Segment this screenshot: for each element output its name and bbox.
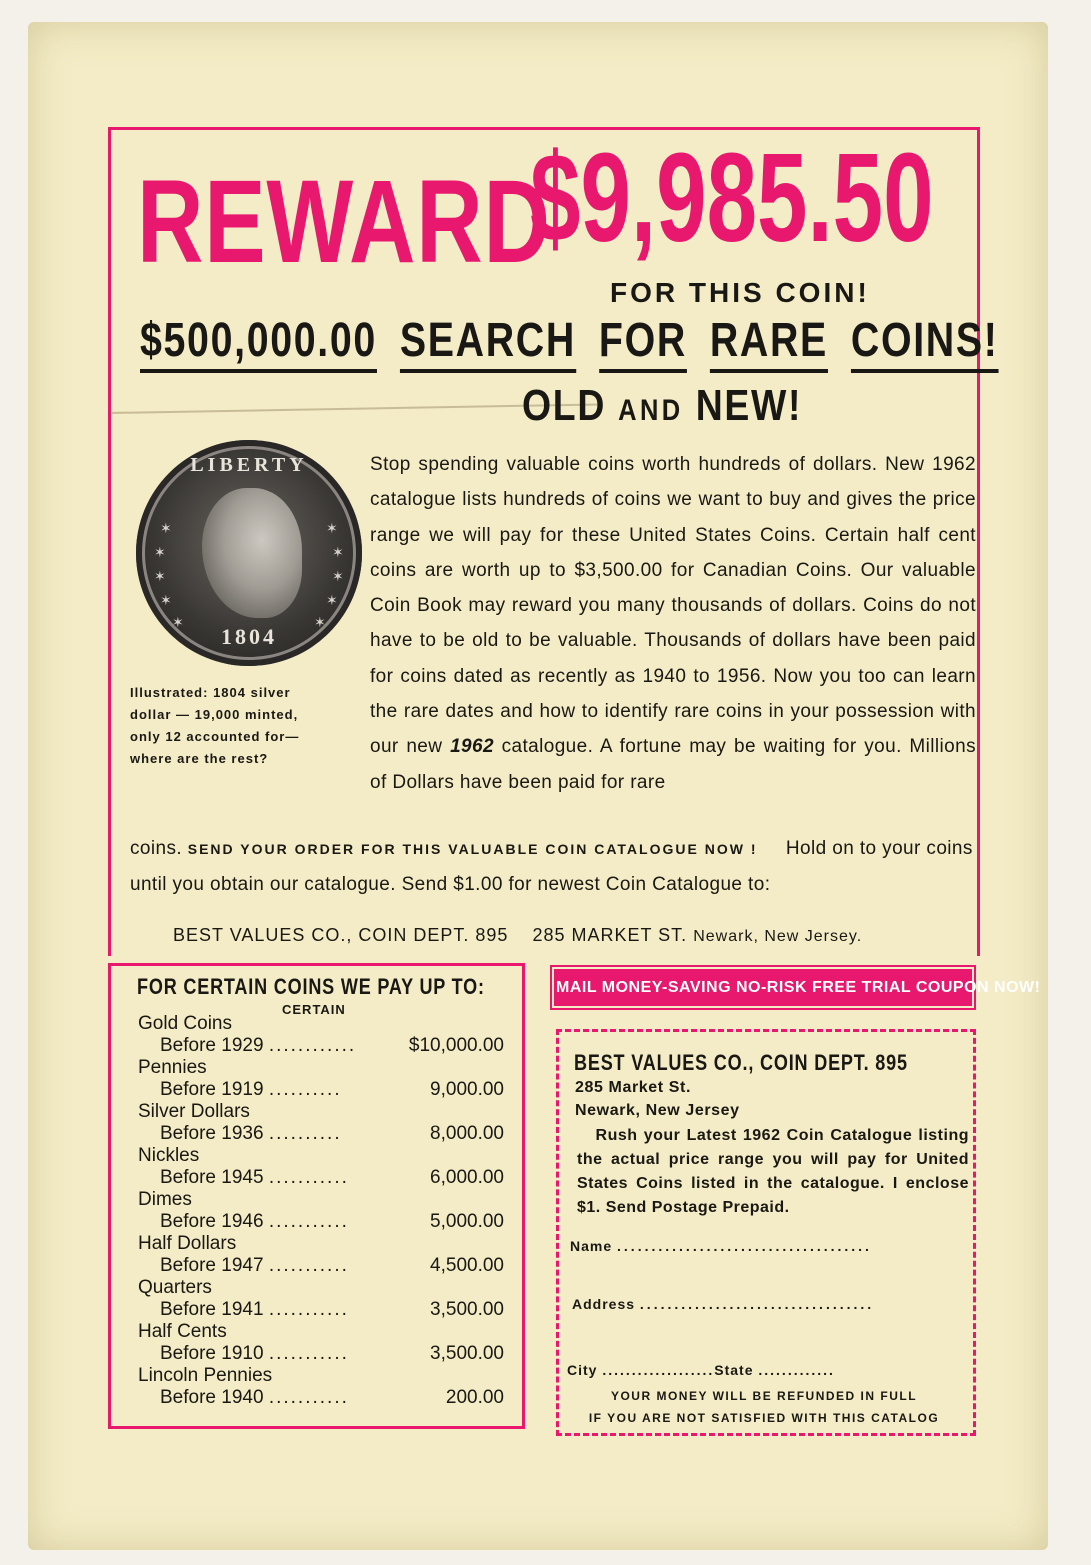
and-word: AND <box>618 394 684 427</box>
address-label: Address <box>572 1296 636 1312</box>
price-row <box>138 1255 508 1277</box>
price-leader: ........... <box>268 1343 349 1364</box>
coupon-body-text: Rush your Latest 1962 Coin Catalogue listing the actual price range you will pay for United States Coins listed in the catalogue. I enclose $1. Send Postage Prepaid. <box>577 1127 970 1216</box>
price-value: 200.00 <box>445 1387 504 1408</box>
hold-on-text: Hold on to your coins until you obtain our catalogue. Send $1.00 for newest Coin Catalogue to: <box>130 838 973 895</box>
price-category: Nickles <box>138 1145 200 1166</box>
silver-dollar-coin-icon <box>136 440 362 666</box>
price-value: 3,500.00 <box>430 1299 504 1320</box>
price-before: Before 1929 <box>160 1035 264 1056</box>
mailing-address-line <box>173 925 862 946</box>
address-city: Newark, New Jersey. <box>693 928 863 945</box>
star-icon: ✶ <box>332 544 344 560</box>
price-row <box>138 1035 508 1057</box>
name-label: Name <box>570 1238 613 1254</box>
send-order-caps: SEND YOUR ORDER FOR THIS VALUABLE COIN CATALOGUE NOW ! <box>187 841 758 857</box>
coin-legend: LIBERTY <box>190 454 308 476</box>
star-icon: ✶ <box>326 592 338 608</box>
coupon-street: 285 Market St. <box>575 1079 692 1096</box>
price-before: Before 1941 <box>160 1299 264 1320</box>
price-value: 5,000.00 <box>430 1211 504 1232</box>
certain-label: CERTAIN <box>282 1002 346 1017</box>
coupon-city: Newark, New Jersey <box>575 1102 740 1119</box>
old-and-new <box>522 381 802 431</box>
price-value: 4,500.00 <box>430 1255 504 1276</box>
address-field[interactable]: Address .................................. <box>572 1296 875 1312</box>
coin-caption: Illustrated: 1804 silver dollar — 19,000 minted, only 12 accounted for— where are the rest? <box>130 685 300 766</box>
price-before: Before 1946 <box>160 1211 264 1232</box>
price-before: Before 1945 <box>160 1167 264 1188</box>
ad-body-text <box>370 447 976 800</box>
search-word-for: FOR <box>599 314 687 373</box>
star-icon: ✶ <box>160 520 172 536</box>
search-word-amount: $500,000.00 <box>140 314 377 373</box>
star-icon: ✶ <box>154 568 166 584</box>
price-table-title: FOR CERTAIN COINS WE PAY UP TO: <box>137 974 485 999</box>
price-category: Lincoln Pennies <box>138 1365 273 1386</box>
price-before: Before 1940 <box>160 1387 264 1408</box>
body-year: 1962 <box>450 736 494 758</box>
price-row <box>138 1167 508 1189</box>
price-value: 8,000.00 <box>430 1123 504 1144</box>
star-icon: ✶ <box>154 544 166 560</box>
coupon-company: BEST VALUES CO., COIN DEPT. 895 <box>574 1050 908 1075</box>
price-value: $10,000.00 <box>408 1035 504 1056</box>
price-row <box>138 1299 508 1321</box>
star-icon: ✶ <box>314 614 326 630</box>
price-table <box>138 1013 508 1409</box>
price-category: Half Cents <box>138 1321 227 1342</box>
refund-guarantee <box>557 1385 971 1429</box>
price-category: Half Dollars <box>138 1233 237 1254</box>
price-category: Quarters <box>138 1277 212 1298</box>
price-leader: ........... <box>268 1387 349 1408</box>
liberty-bust-icon <box>202 488 302 618</box>
coin-year: 1804 <box>221 624 277 649</box>
old-word: OLD <box>522 381 607 430</box>
price-before: Before 1919 <box>160 1079 264 1100</box>
coins-word: coins. <box>130 838 183 859</box>
refund-line-2: IF YOU ARE NOT SATISFIED WITH THIS CATALOG <box>588 1411 940 1425</box>
state-label: State <box>714 1362 754 1378</box>
star-icon: ✶ <box>172 614 184 630</box>
price-row <box>138 1211 508 1233</box>
search-headline <box>140 313 999 368</box>
search-word-search: SEARCH <box>400 314 576 373</box>
price-category: Silver Dollars <box>138 1101 250 1122</box>
price-value: 3,500.00 <box>430 1343 504 1364</box>
price-leader: .......... <box>268 1079 342 1100</box>
price-value: 6,000.00 <box>430 1167 504 1188</box>
price-value: 9,000.00 <box>430 1079 504 1100</box>
address-company: BEST VALUES CO., COIN DEPT. 895 <box>173 925 509 945</box>
price-row <box>138 1343 508 1365</box>
coupon-banner[interactable]: MAIL MONEY-SAVING NO-RISK FREE TRIAL COUPON NOW! <box>554 969 972 1006</box>
name-field[interactable]: Name ..................................... <box>570 1238 872 1254</box>
reward-heading: REWARD <box>137 156 551 288</box>
new-word: NEW! <box>695 381 803 430</box>
price-row <box>138 1123 508 1145</box>
star-icon: ✶ <box>332 568 344 584</box>
city-state-field[interactable]: City ...................State ............. <box>567 1362 835 1378</box>
price-leader: ........... <box>268 1255 349 1276</box>
price-leader: ............ <box>268 1035 357 1056</box>
body-paragraph-end: catalogue. A fortune may be waiting for you. Millions of Dollars have been paid for rare <box>370 736 976 793</box>
price-category: Pennies <box>138 1057 207 1078</box>
refund-line-1: YOUR MONEY WILL BE REFUNDED IN FULL <box>610 1389 918 1403</box>
price-leader: ........... <box>268 1167 349 1188</box>
star-icon: ✶ <box>160 592 172 608</box>
price-category: Dimes <box>138 1189 192 1210</box>
price-leader: ........... <box>268 1211 349 1232</box>
price-leader: ........... <box>268 1299 349 1320</box>
price-row <box>138 1387 508 1409</box>
coupon-body <box>577 1124 969 1220</box>
reward-amount: $9,985.50 <box>530 127 934 268</box>
for-this-coin: FOR THIS COIN! <box>610 277 870 308</box>
price-before: Before 1910 <box>160 1343 264 1364</box>
price-before: Before 1947 <box>160 1255 264 1276</box>
price-row <box>138 1079 508 1101</box>
body-paragraph: Stop spending valuable coins worth hundreds of dollars. New 1962 catalogue lists hundreds of coins we want to buy and gives the price range we will pay for these United States Coins. Certain half cent coins are worth up to $3,500.00 for Canadian Coins. Our valuable Coin Book may reward you many thousands of dollars. Coins do not have to be old to be valuable. Thousands of dollars have been paid for coins dated as recently as 1940 to 1956. Now you too can learn the rare dates and how to identify rare coins in your possession with our new <box>370 454 976 758</box>
price-leader: .......... <box>268 1123 342 1144</box>
ad-body-continued <box>130 831 976 902</box>
price-category: Gold Coins <box>138 1013 232 1034</box>
city-label: City <box>567 1362 598 1378</box>
search-word-rare: RARE <box>710 314 828 373</box>
star-icon: ✶ <box>326 520 338 536</box>
address-street: 285 MARKET ST. <box>532 925 688 945</box>
search-word-coins: COINS! <box>851 314 999 373</box>
price-before: Before 1936 <box>160 1123 264 1144</box>
